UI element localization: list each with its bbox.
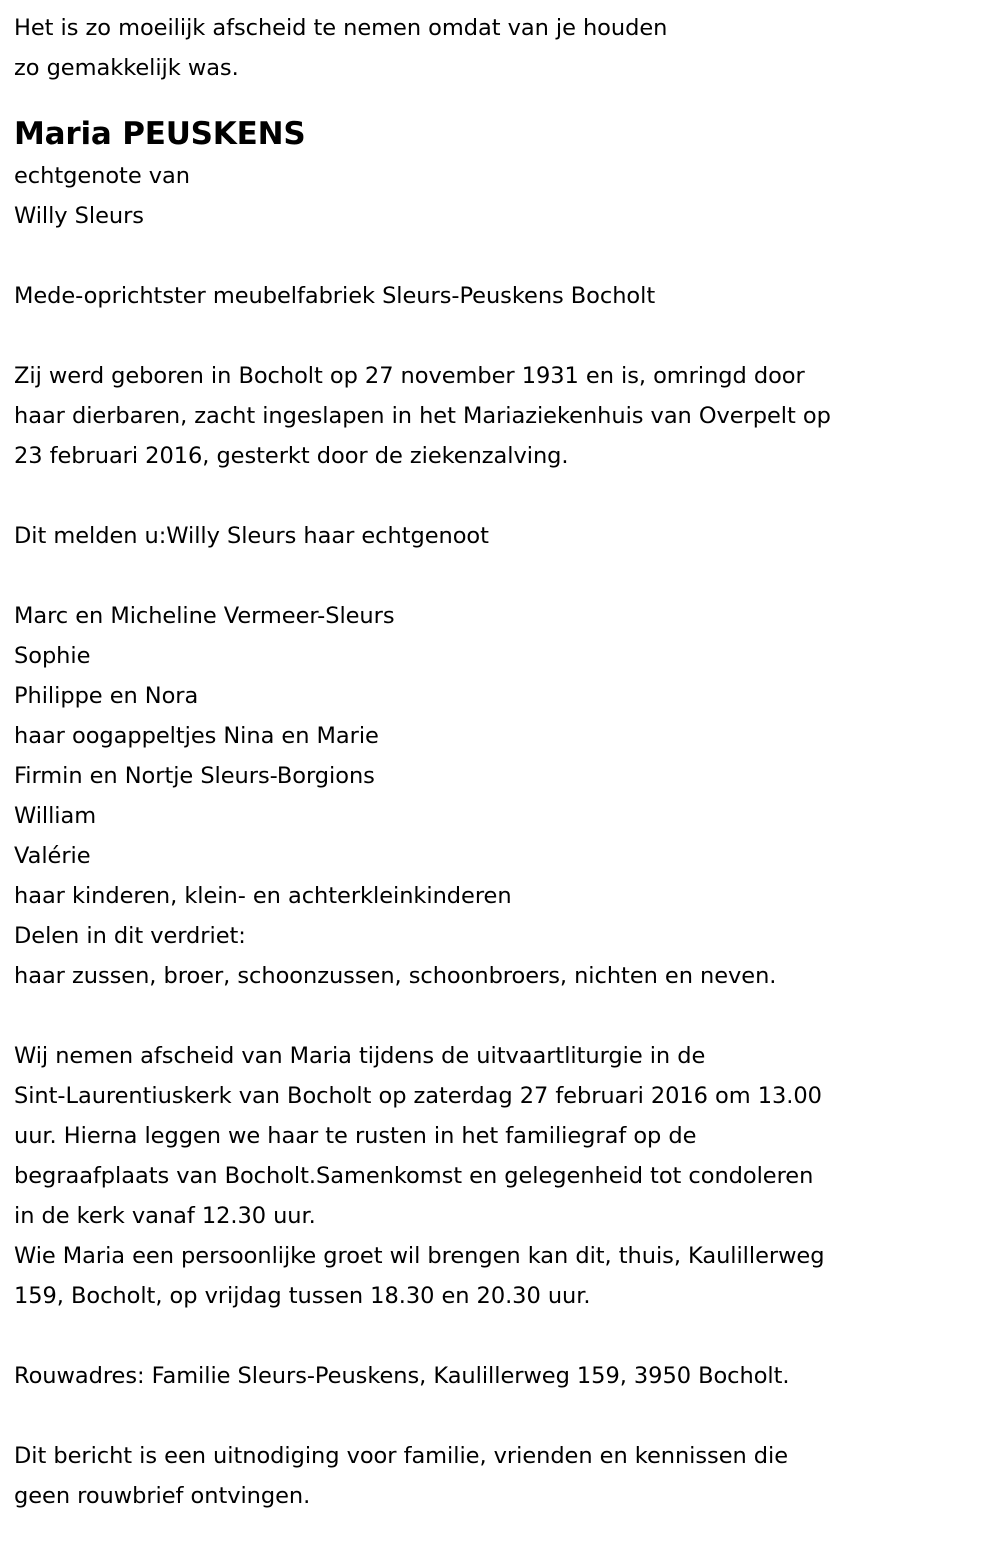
opening-poem-line: zo gemakkelijk was. [14, 55, 239, 81]
survivor-line: Philippe en Nora [14, 683, 199, 709]
spacer [14, 1316, 988, 1356]
survivors-list [14, 596, 988, 996]
spacer [14, 996, 988, 1036]
survivor-line: haar oogappeltjes Nina en Marie [14, 723, 379, 749]
service-line: begraafplaats van Bocholt.Samenkomst en gelegenheid tot condoleren [14, 1163, 814, 1189]
opening-poem-line: Het is zo moeilijk afscheid te nemen omdat van je houden [14, 15, 668, 41]
service-line: Sint-Laurentiuskerk van Bocholt op zaterdag 27 februari 2016 om 13.00 [14, 1083, 822, 1109]
survivor-line: Firmin en Nortje Sleurs-Borgions [14, 763, 375, 789]
spacer [14, 1396, 988, 1436]
relation-line: Willy Sleurs [14, 203, 144, 229]
service-line: uur. Hierna leggen we haar te rusten in het familiegraf op de [14, 1123, 697, 1149]
mourning-address-line: Rouwadres: Familie Sleurs-Peuskens, Kaulillerweg 159, 3950 Bocholt. [14, 1363, 790, 1389]
life-summary-line: 23 februari 2016, gesterkt door de ziekenzalving. [14, 443, 569, 469]
closing-note-line: Dit bericht is een uitnodiging voor familie, vrienden en kennissen die [14, 1443, 789, 1469]
service-line: Wie Maria een persoonlijke groet wil brengen kan dit, thuis, Kaulillerweg [14, 1243, 825, 1269]
survivor-line: haar kinderen, klein- en achterkleinkinderen [14, 883, 512, 909]
survivor-line: haar zussen, broer, schoonzussen, schoonbroers, nichten en neven. [14, 963, 777, 989]
announcement [14, 516, 988, 556]
relation-line: echtgenote van [14, 163, 190, 189]
spacer [14, 88, 988, 110]
life-summary-line: haar dierbaren, zacht ingeslapen in het Mariaziekenhuis van Overpelt op [14, 403, 831, 429]
spacer [14, 316, 988, 356]
life-summary [14, 356, 988, 476]
survivor-line: Sophie [14, 643, 91, 669]
occupation [14, 276, 988, 316]
service-line: 159, Bocholt, op vrijdag tussen 18.30 en 20.30 uur. [14, 1283, 591, 1309]
service-details [14, 1036, 988, 1316]
life-summary-line: Zij werd geboren in Bocholt op 27 november 1931 en is, omringd door [14, 363, 805, 389]
deceased-relation [14, 156, 988, 236]
opening-poem [14, 8, 988, 88]
service-line: in de kerk vanaf 12.30 uur. [14, 1203, 316, 1229]
closing-note-line: geen rouwbrief ontvingen. [14, 1483, 311, 1509]
closing-note [14, 1436, 988, 1516]
survivor-line: Delen in dit verdriet: [14, 923, 246, 949]
announcement-line: Dit melden u:Willy Sleurs haar echtgenoot [14, 523, 489, 549]
mourning-address [14, 1356, 988, 1396]
survivor-line: William [14, 803, 97, 829]
survivor-line: Valérie [14, 843, 91, 869]
spacer [14, 476, 988, 516]
occupation-line: Mede-oprichtster meubelfabriek Sleurs-Peuskens Bocholt [14, 283, 656, 309]
spacer [14, 556, 988, 596]
spacer [14, 236, 988, 276]
deceased-name: Maria PEUSKENS [14, 116, 306, 152]
service-line: Wij nemen afscheid van Maria tijdens de uitvaartliturgie in de [14, 1043, 706, 1069]
survivor-line: Marc en Micheline Vermeer-Sleurs [14, 603, 395, 629]
